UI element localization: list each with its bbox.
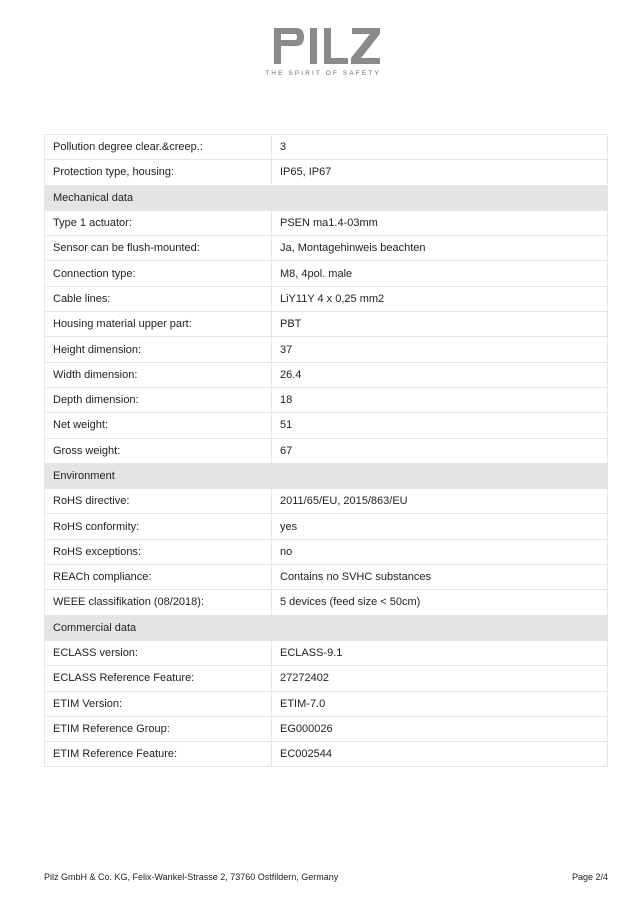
row-value: 2011/65/EU, 2015/863/EU [272, 489, 608, 514]
spec-table [44, 134, 608, 767]
section-title: Mechanical data [45, 185, 608, 210]
row-label: ETIM Reference Group: [45, 716, 272, 741]
row-label: Cable lines: [45, 286, 272, 311]
row-label: Net weight: [45, 413, 272, 438]
row-value: M8, 4pol. male [272, 261, 608, 286]
table-row [45, 362, 608, 387]
row-label: Width dimension: [45, 362, 272, 387]
footer-address: Pilz GmbH & Co. KG, Felix-Wankel-Strasse 2, 73760 Ostfildern, Germany [44, 872, 339, 882]
row-value: 27272402 [272, 666, 608, 691]
row-label: Type 1 actuator: [45, 210, 272, 235]
row-value: yes [272, 514, 608, 539]
row-label: RoHS directive: [45, 489, 272, 514]
page-number: Page 2/4 [571, 872, 608, 882]
pilz-logo [274, 28, 380, 64]
row-label: Sensor can be flush-mounted: [45, 236, 272, 261]
table-row [45, 286, 608, 311]
table-row [45, 590, 608, 615]
row-value: PBT [272, 312, 608, 337]
row-value: EG000026 [272, 716, 608, 741]
row-value: no [272, 539, 608, 564]
row-label: ETIM Version: [45, 691, 272, 716]
row-label: Protection type, housing: [45, 160, 272, 185]
row-value: Ja, Montagehinweis beachten [272, 236, 608, 261]
table-row [45, 387, 608, 412]
row-value: 18 [272, 387, 608, 412]
table-row [45, 236, 608, 261]
row-value: 3 [272, 135, 608, 160]
row-label: Depth dimension: [45, 387, 272, 412]
table-row [45, 666, 608, 691]
table-row [45, 135, 608, 160]
row-value: 5 devices (feed size < 50cm) [272, 590, 608, 615]
row-label: Housing material upper part: [45, 312, 272, 337]
row-value: IP65, IP67 [272, 160, 608, 185]
table-row [45, 640, 608, 665]
row-value: 26.4 [272, 362, 608, 387]
table-row [45, 539, 608, 564]
section-title: Environment [45, 463, 608, 488]
row-label: ECLASS Reference Feature: [45, 666, 272, 691]
section-header-row [45, 615, 608, 640]
table-row [45, 261, 608, 286]
row-value: 67 [272, 438, 608, 463]
row-label: REACh compliance: [45, 565, 272, 590]
row-label: Height dimension: [45, 337, 272, 362]
row-value: ETIM-7.0 [272, 691, 608, 716]
table-row [45, 438, 608, 463]
table-row [45, 514, 608, 539]
table-row [45, 742, 608, 767]
tagline: THE SPIRIT OF SAFETY [265, 70, 381, 77]
row-label: RoHS exceptions: [45, 539, 272, 564]
row-label: Connection type: [45, 261, 272, 286]
row-value: 37 [272, 337, 608, 362]
table-row [45, 691, 608, 716]
table-row [45, 312, 608, 337]
row-label: Gross weight: [45, 438, 272, 463]
section-header-row [45, 463, 608, 488]
row-value: PSEN ma1.4-03mm [272, 210, 608, 235]
section-header-row [45, 185, 608, 210]
row-label: Pollution degree clear.&creep.: [45, 135, 272, 160]
row-label: WEEE classifikation (08/2018): [45, 590, 272, 615]
row-label: ECLASS version: [45, 640, 272, 665]
row-value: Contains no SVHC substances [272, 565, 608, 590]
row-value: EC002544 [272, 742, 608, 767]
table-row [45, 489, 608, 514]
table-row [45, 413, 608, 438]
table-row [45, 337, 608, 362]
row-label: ETIM Reference Feature: [45, 742, 272, 767]
table-row [45, 210, 608, 235]
row-value: 51 [272, 413, 608, 438]
page-header [0, 24, 638, 84]
table-row [45, 160, 608, 185]
table-row [45, 716, 608, 741]
row-value: ECLASS-9.1 [272, 640, 608, 665]
section-title: Commercial data [45, 615, 608, 640]
row-label: RoHS conformity: [45, 514, 272, 539]
row-value: LiY11Y 4 x 0,25 mm2 [272, 286, 608, 311]
table-row [45, 565, 608, 590]
